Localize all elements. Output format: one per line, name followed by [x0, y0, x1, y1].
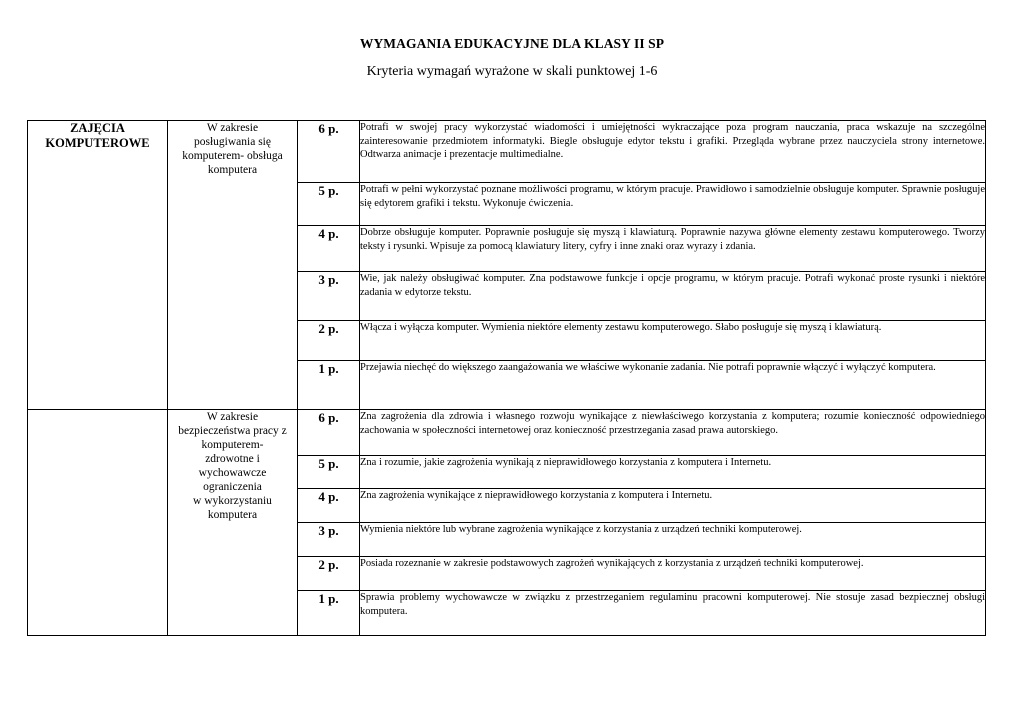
subject-line-2: KOMPUTEROWE	[45, 136, 150, 150]
points-cell: 6 p.	[298, 121, 360, 183]
points-cell: 4 p.	[298, 489, 360, 523]
area-cell-usage	[168, 121, 298, 410]
points-cell: 1 p.	[298, 591, 360, 636]
points-cell: 6 p.	[298, 410, 360, 456]
area-line: posługiwania się	[194, 136, 271, 148]
points-cell: 2 p.	[298, 321, 360, 361]
criteria-text: Wie, jak należy obsługiwać komputer. Zna podstawowe funkcje i opcje programu, w którym pracuje. Potrafi wykonać proste rysunki i niektóre zadania w edytorze tekstu.	[360, 272, 986, 321]
points-cell: 5 p.	[298, 183, 360, 226]
points-cell: 2 p.	[298, 557, 360, 591]
criteria-text: Przejawia niechęć do większego zaangażowania we właściwe wykonanie zadania. Nie potrafi poprawnie włączyć i wyłączyć komputera.	[360, 361, 986, 410]
criteria-text: Zna i rozumie, jakie zagrożenia wynikają z nieprawidłowego korzystania z komputera i Internetu.	[360, 456, 986, 489]
criteria-text: Dobrze obsługuje komputer. Poprawnie posługuje się myszą i klawiaturą. Poprawnie nazywa główne elementy zestawu komputerowego. Tworzy teksty i rysunki. Wpisuje za pomocą klawiatury litery, cyfry i inne znaki oraz wyrazy i zdania.	[360, 226, 986, 272]
criteria-text: Zna zagrożenia wynikające z nieprawidłowego korzystania z komputera i Internetu.	[360, 489, 986, 523]
area-line: w wykorzystaniu	[193, 495, 272, 507]
area-line: komputera	[207, 509, 258, 521]
subject-line-1: ZAJĘCIA	[70, 121, 125, 135]
area-line: ograniczenia	[203, 481, 262, 493]
document-subtitle: Kryteria wymagań wyrażone w skali punktowej 1-6	[366, 64, 658, 79]
area-line: bezpieczeństwa pracy z	[178, 425, 287, 437]
criteria-text: Zna zagrożenia dla zdrowia i własnego rozwoju wynikające z niewłaściwego korzystania z komputera; rozumie konieczność odpowiedniego zachowania w społeczności internetowej oraz konieczność przestrzegania zasad prawa autorskiego.	[360, 410, 986, 456]
points-cell: 3 p.	[298, 523, 360, 557]
points-cell: 5 p.	[298, 456, 360, 489]
points-cell: 4 p.	[298, 226, 360, 272]
criteria-text: Potrafi w swojej pracy wykorzystać wiadomości i umiejętności wykraczające poza program nauczania, praca wskazuje na szczególne zainteresowanie przedmiotem informatyki. Biegle obsługuje edytor tekstu i grafiki. Przegląda wybrane przez nauczyciela strony internetowe. Odtwarza animacje i prezentacje multimedialne.	[360, 121, 986, 183]
points-cell: 1 p.	[298, 361, 360, 410]
area-line: komputerem- obsługa	[182, 150, 283, 162]
table-row	[28, 121, 986, 183]
points-cell: 3 p.	[298, 272, 360, 321]
document-title: WYMAGANIA EDUKACYJNE DLA KLASY II SP	[359, 36, 665, 51]
requirements-table	[27, 120, 986, 636]
area-line: zdrowotne i	[205, 453, 260, 465]
area-cell-safety	[168, 410, 298, 636]
area-line: komputera	[207, 164, 258, 176]
criteria-text: Wymienia niektóre lub wybrane zagrożenia wynikające z korzystania z urządzeń techniki komputerowej.	[360, 523, 986, 557]
criteria-text: Posiada rozeznanie w zakresie podstawowych zagrożeń wynikających z korzystania z urządzeń techniki komputerowej.	[360, 557, 986, 591]
table-row	[28, 410, 986, 456]
area-line: W zakresie	[206, 122, 259, 134]
area-line: wychowawcze	[198, 467, 267, 479]
subject-cell	[28, 121, 168, 410]
criteria-text: Potrafi w pełni wykorzystać poznane możliwości programu, w którym pracuje. Prawidłowo i samodzielnie obsługuje komputer. Sprawnie posługuje się edytorem grafiki i tekstu. Wykonuje ćwiczenia.	[360, 183, 986, 226]
criteria-text: Sprawia problemy wychowawcze w związku z przestrzeganiem regulaminu pracowni komputerowej. Nie stosuje zasad bezpiecznej obsługi komputera.	[360, 591, 986, 636]
subject-cell-empty	[28, 410, 168, 636]
criteria-text: Włącza i wyłącza komputer. Wymienia niektóre elementy zestawu komputerowego. Słabo posługuje się myszą i klawiaturą.	[360, 321, 986, 361]
area-line: komputerem-	[201, 439, 264, 451]
area-line: W zakresie	[206, 411, 259, 423]
